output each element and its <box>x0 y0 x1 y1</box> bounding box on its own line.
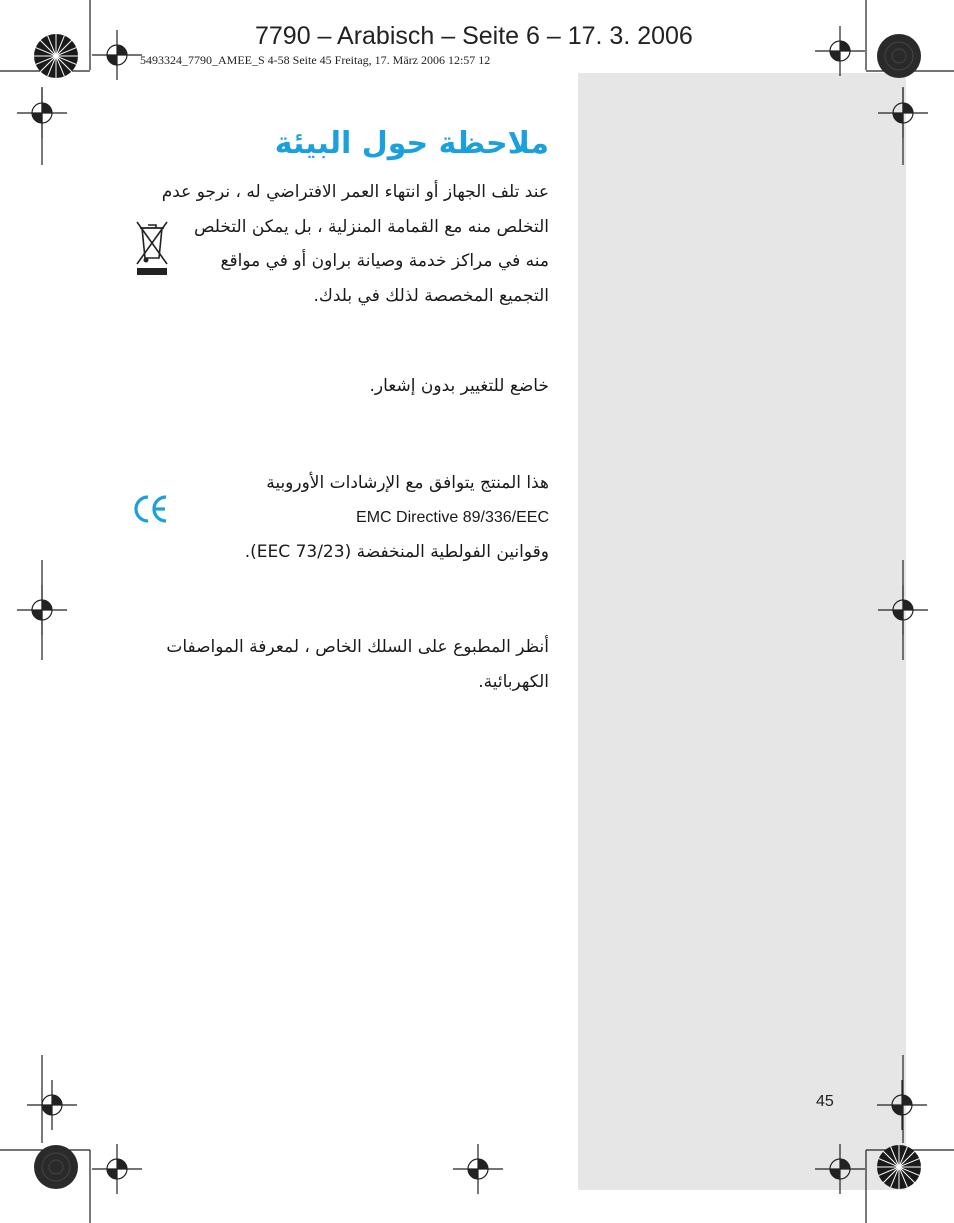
crosshair-right-upper <box>878 88 928 138</box>
electrical-line-1: أنظر المطبوع على السلك الخاص ، لمعرفة المواصفات <box>166 637 549 657</box>
disposal-line-3: منه في مراكز خدمة وصيانة براون أو في مواقع <box>220 251 549 271</box>
starburst-top-left <box>33 33 79 79</box>
page-number: 45 <box>816 1093 834 1110</box>
section-heading: ملاحظة حول البيئة <box>274 126 549 161</box>
disposal-line-1: عند تلف الجهاز أو انتهاء العمر الافتراضي له ، نرجو عدم <box>161 182 549 202</box>
crosshair-right-lower <box>877 1080 927 1130</box>
crosshair-top-right <box>815 26 865 76</box>
header-title: 7790 – Arabisch – Seite 6 – 17. 3. 2006 <box>255 22 693 50</box>
change-notice-line: خاضع للتغيير بدون إشعار. <box>369 376 549 396</box>
disposal-line-4: التجميع المخصصة لذلك في بلدك. <box>313 285 549 306</box>
crosshair-top-left <box>92 30 142 80</box>
compliance-line-1: هذا المنتج يتوافق مع الإرشادات الأوروبية <box>266 473 549 493</box>
electrical-line-2: الكهربائية. <box>478 671 549 692</box>
starburst-top-right <box>876 33 922 79</box>
crosshair-bottom-center <box>453 1144 503 1194</box>
compliance-line-3: وقوانين الفولطية المنخفضة (73/23 EEC). <box>244 542 549 562</box>
crosshair-right-middle <box>878 585 928 635</box>
crosshair-bottom-left <box>92 1144 142 1194</box>
crosshair-left-middle <box>17 585 67 635</box>
header-meta: 5493324_7790_AMEE_S 4-58 Seite 45 Freitag, 17. März 2006 12:57 12 <box>140 53 491 67</box>
compliance-line-2: EMC Directive 89/336/EEC <box>356 508 549 526</box>
crosshair-left-lower <box>27 1080 77 1130</box>
crosshair-bottom-right <box>815 1144 865 1194</box>
starburst-bottom-left <box>33 1144 79 1190</box>
crosshair-left-upper <box>17 88 67 138</box>
disposal-line-2: التخلص منه مع القمامة المنزلية ، بل يمكن التخلص <box>193 216 549 237</box>
starburst-bottom-right <box>876 1144 922 1190</box>
